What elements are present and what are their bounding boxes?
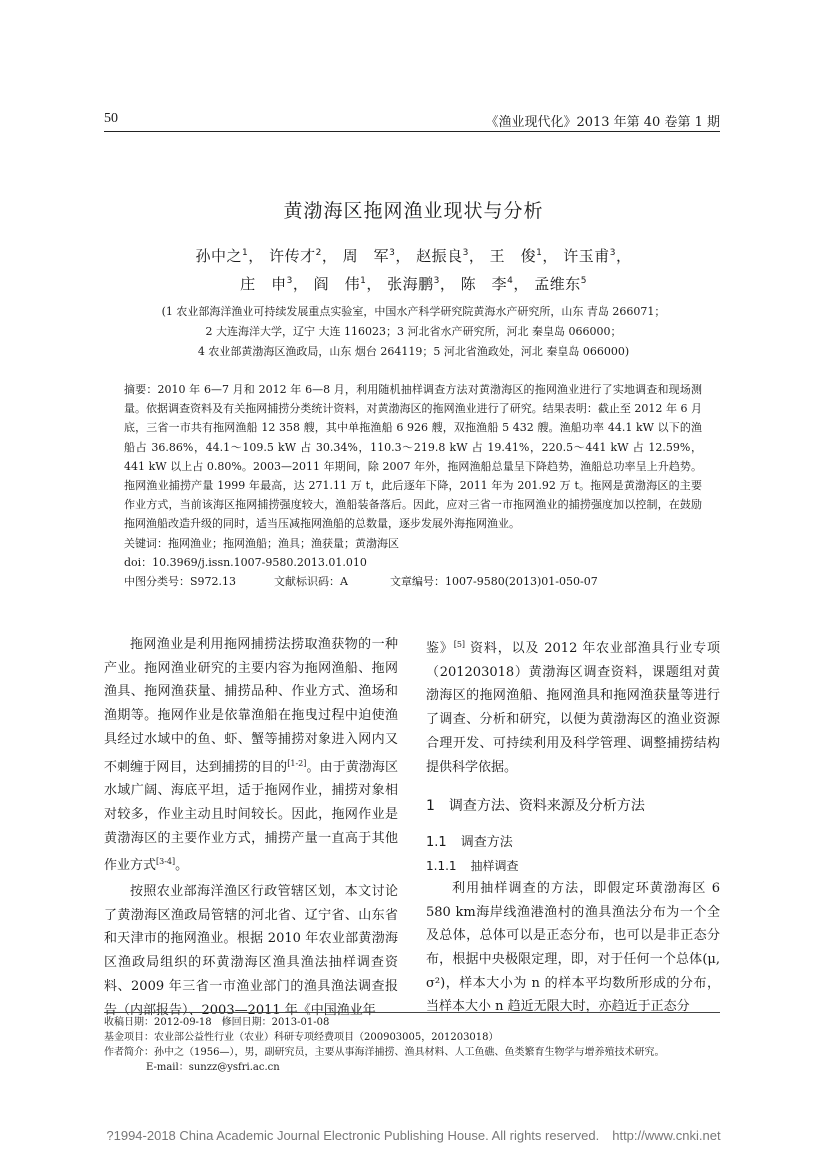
- page-number: 50: [104, 111, 118, 126]
- author-affiliation: 5: [580, 276, 587, 286]
- author: 孟维东: [534, 275, 581, 293]
- author-affiliation: 4: [507, 276, 514, 286]
- article-number: 文章编号：1007-9580(2013)01-050-07: [390, 574, 598, 588]
- author-affiliation: 1: [242, 248, 249, 258]
- author-affiliation: 3: [462, 248, 469, 258]
- body-column-right: [426, 633, 720, 1019]
- subsubsection-heading: [426, 855, 720, 877]
- body-text: 。: [175, 858, 189, 874]
- author: 王 俊: [489, 247, 537, 265]
- body-text: 鉴》: [426, 641, 454, 656]
- affiliation-line: 4 农业部黄渤海区渔政局，山东 烟台 264119；5 河北省渔政处，河北 秦皇岛 066000): [197, 345, 630, 358]
- section-number: 1.1: [426, 834, 447, 850]
- clc-number: 中图分类号：S972.13: [124, 574, 237, 588]
- author-line-1: 孙中之$^1$， 许传才$^2$， 周 军$^3$， 赵振良$^3$， 王 俊$^1$， 许玉甫$^3$，: [195, 247, 632, 265]
- footnote-received: 收稿日期：2012-09-18 修回日期：2013-01-08: [104, 1017, 330, 1028]
- citation[interactable]: [1-2]: [287, 758, 307, 768]
- author: 周 军: [342, 247, 390, 265]
- journal-issue: 《渔业现代化》2013 年第 40 卷第 1 期: [485, 115, 720, 130]
- author: 陈 李: [460, 275, 508, 293]
- author: 许玉甫: [563, 247, 610, 265]
- body-text: 资料，以及 2012 年农业部渔具行业专项（201203018）黄渤海区调查资料，课题组对黄渤海区的拖网渔船、拖网渔具和拖网渔获量等进行了调查、分析和研究，以便为黄渤海区的渔业资源合理开发、可持续利用及科学管理、调整捕捞结构提供科学依据。: [426, 641, 720, 775]
- author-affiliation: 3: [433, 276, 440, 286]
- author-affiliation: 1: [536, 248, 543, 258]
- section-number: 1.1.1: [426, 858, 457, 873]
- citation[interactable]: [3-4]: [156, 857, 176, 867]
- author: 赵振良: [416, 247, 463, 265]
- body-paragraph: [104, 633, 398, 878]
- footnote-funding: 基金项目：农业部公益性行业（农业）科研专项经费项目（200903005，201203018）: [104, 1032, 499, 1043]
- author-affiliation: 2: [315, 248, 322, 258]
- body-paragraph: 按照农业部海洋渔区行政管辖区划，本文讨论了黄渤海区渔政局管辖的河北省、辽宁省、山东省和天津市的拖网渔业。根据 2010 年农业部黄渤海区渔政局组织的环黄渤海区渔具渔法抽样调查资料、2009 年三省一市渔业部门的渔具渔法调查报告（内部报告）、2003—2011 年《中国渔业年: [104, 884, 398, 1018]
- author: 孙中之: [195, 247, 243, 265]
- doi-line: [124, 553, 702, 572]
- author-affiliation: 3: [286, 276, 293, 286]
- section-title: 调查方法: [460, 834, 513, 850]
- author-line-2: 庄 申$^3$， 阎 伟$^1$， 张海鹏$^3$， 陈 李$^4$， 孟维东$^5$: [240, 275, 587, 293]
- footnote-rule: [104, 1012, 720, 1013]
- author: 阎 伟: [313, 275, 361, 293]
- classification-line: [124, 572, 702, 591]
- subsection-heading: [426, 831, 720, 855]
- author-affiliation: 3: [389, 248, 396, 258]
- keywords-text: 关键词：拖网渔业；拖网渔船；渔具；渔获量；黄渤海区: [124, 536, 399, 550]
- abstract-block: [124, 380, 702, 591]
- author: 庄 申: [240, 275, 287, 293]
- footnote-email[interactable]: E-mail：sunzz@ysfri.ac.cn: [146, 1062, 280, 1073]
- section-heading: [426, 795, 720, 819]
- author-affiliation: 1: [360, 276, 367, 286]
- section-title: 抽样调查: [470, 858, 519, 873]
- section-title: 调查方法、资料来源及分析方法: [448, 798, 645, 815]
- citation[interactable]: [5]: [453, 640, 466, 649]
- body-column-left: [104, 633, 398, 1022]
- body-text: 拖网渔业是利用拖网捕捞法捞取渔获物的一种产业。拖网渔业研究的主要内容为拖网渔船、拖网渔具、拖网渔获量、捕捞品种、作业方式、渔场和渔期等。拖网作业是依靠渔船在拖曳过程中迫使渔具经过水域中的鱼、虾、蟹等捕捞对象进入网内又不刺缠于网目，达到捕捞的目的: [104, 637, 398, 775]
- body-paragraph: [426, 633, 720, 779]
- affiliation-line: (1 农业部海洋渔业可持续发展重点实验室，中国水产科学研究院黄海水产研究所，山东 青岛 266071；: [161, 305, 666, 318]
- affiliation-line: 2 大连海洋大学，辽宁 大连 116023；3 河北省水产研究所，河北 秦皇岛 066000；: [205, 325, 622, 338]
- header-rule: [104, 131, 720, 132]
- doi: doi：10.3969/j.issn.1007-9580.2013.01.010: [124, 555, 367, 569]
- keywords: [124, 534, 702, 553]
- author: 张海鹏: [387, 275, 434, 293]
- running-header: [104, 111, 720, 129]
- body-text: 。由于黄渤海区水域广阔、海底平坦，适于拖网作业，捕捞对象相对较多，作业主动且时间较长。因此，拖网作业是黄渤海区的主要作业方式，捕捞产量一直高于其他作业方式: [104, 759, 398, 874]
- copyright-notice: ?1994-2018 China Academic Journal Electronic Publishing House. All rights reserved. http://www.cnki.net: [106, 1128, 721, 1143]
- author-affiliation: 3: [609, 248, 616, 258]
- document-code: 文献标识码：A: [274, 574, 348, 588]
- section-number: 1: [426, 798, 435, 815]
- body-paragraph: 利用抽样调查的方法，即假定环黄渤海区 6 580 km海岸线渔港渔村的渔具渔法分布为一个全及总体，总体可以是正态分布，也可以是非正态分布，根据中央极限定理，即，对于任何一个总体(μ, σ²)，样本大小为 n 的样本平均数所形成的分布，当样本大小 n 趋近无限大时，亦趋近于正态分: [426, 880, 720, 1015]
- paper-title: 黄渤海区拖网渔业现状与分析: [283, 200, 544, 222]
- footnote-author-bio: 作者简介：孙中之（1956—），男，副研究员，主要从事海洋捕捞、渔具材料、人工鱼礁、鱼类繁育生物学与增养殖技术研究。: [104, 1047, 665, 1058]
- abstract-text: 摘要：2010 年 6—7 月和 2012 年 6—8 月，利用随机抽样调查方法对黄渤海区的拖网渔业进行了实地调查和现场测量。依据调查资料及有关拖网捕捞分类统计资料，对黄渤海区的拖网渔业进行了研究。结果表明：截止至 2012 年 6 月底，三省一市共有拖网渔船 12 358 艘，其中单拖渔船 6 926 艘，双拖渔船 5 432 艘。渔船功率 44.1 kW 以下的渔船占 36.86%，44.1～109.5 kW 占 30.34%，110.3～219.8 kW 占 19.41%，220.5～441 kW 占 12.59%，441 kW 以上占 0.80%。2003—2011 年期间，除 2007 年外，拖网渔船总量呈下降趋势，渔船总功率呈上升趋势。拖网渔业捕捞产量 1999 年最高，达 271.11 万 t，此后逐年下降，2011 年为 201.92 万 t。拖网是黄渤海区的主要作业方式，当前该海区拖网捕捞强度较大，渔船装备落后。因此，应对三省一市拖网渔业的捕捞强度加以控制，在鼓励拖网渔船改造升级的同时，适当压减拖网渔船的总数量，逐步发展外海拖网渔业。: [124, 383, 702, 531]
- author: 许传才: [269, 247, 316, 265]
